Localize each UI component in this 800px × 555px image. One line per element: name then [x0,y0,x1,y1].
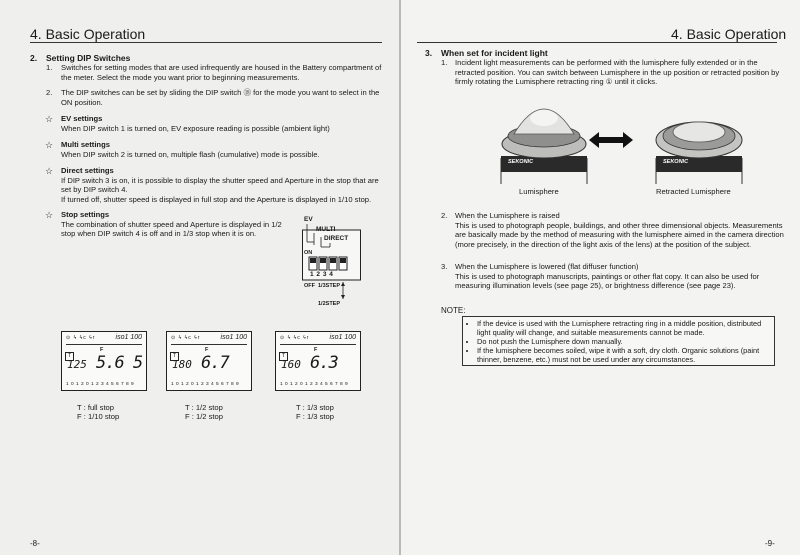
paragraph: This is used to photograph manuscripts, paintings or other flat copy. It can also be used for measuring illumination levels (see page 25), or brightness difference (see page 23). [455,271,760,291]
lcd-mode-icons: ⊙ ϟ ϟc ϟr [280,335,310,341]
paragraph: Switches for setting modes that are used infrequently are housed in the Battery compartment of the meter. Select the mode you want prior to beginning measurements. [61,63,382,82]
paragraph: This is used to photograph people, buildings, and other three dimensional objects. Measurements are basically made by the method of measuring with the lumisphere aimed in the camera direction (more precisely, in the direction of the light axis of the lens) at the position of the subject. [455,220,784,249]
paragraph: If turned off, shutter speed is displayed in full stop and the Aperture is displayed in 1/10 stop. [61,194,372,204]
lcd-iso-readout: iso1 100 [115,334,142,341]
header-rule [417,42,777,43]
lumisphere-raised-block [455,211,785,249]
lcd-caption [185,403,223,421]
stop-settings-block [61,210,293,239]
item-number: 2. [441,211,448,220]
lumisphere-retracted-illustration [648,98,750,184]
caption-f: F : 1/3 stop [296,412,334,421]
lcd-shutter-value: 160 [281,358,301,371]
note-label: NOTE: [441,306,466,315]
caption-t: T : 1/2 stop [185,403,223,412]
lcd-scale: 1 0 1 2 0 1 2 3 4 5 6 7 8 9 [66,382,135,387]
lcd-t-indicator: T [170,352,179,361]
star-bullet-icon: ☆ [45,140,54,150]
note-item: • If the lumisphere becomes soiled, wipe it with a soft, dry cloth. Organic solutions (paint thinner, benzene, etc.) must not be used under any circumstances. [477,346,774,364]
paragraph: If DIP switch 3 is on, it is possible to display the shutter speed and Aperture in the stop that are set by DIP switch 4. [61,175,379,195]
subheading: When the Lumisphere is raised [455,211,560,220]
paragraph: Incident light measurements can be performed with the lumisphere fully extended or in the retracted position. You can switch between Lumisphere in the up position or retracted position by firmly rotating the Lumisphere retracting ring ① until it clicks. [455,58,780,87]
lcd-aperture-value: 6.3 [310,353,338,373]
lcd-shutter-value: 180 [172,358,192,371]
lcd-display [166,331,252,391]
subheading: EV settings [61,114,103,123]
page-number: -9- [765,539,775,548]
caption-f: F : 1/2 stop [185,412,223,421]
lcd-iso-readout: iso1 100 [329,334,356,341]
section-number: 2. [30,53,38,63]
section-title: Setting DIP Switches [46,53,131,63]
subheading: Stop settings [61,210,110,219]
section-title: When set for incident light [441,48,548,58]
dip-off-label: OFF [304,283,315,289]
caption-t: T : full stop [77,403,115,412]
dip-direct-label: DIRECT [324,235,349,242]
ev-settings-block [61,114,383,133]
lcd-shutter-value: 125 [67,358,87,371]
item-number: 3. [441,262,448,271]
illustration-caption-lumisphere: Lumisphere [519,187,559,196]
dip-switch-numbers: 1 2 3 4 [310,271,333,278]
lcd-caption [77,403,119,421]
lcd-f-indicator: F [314,347,318,353]
lcd-mode-icons: ⊙ ϟ ϟc ϟr [66,335,96,341]
section-number: 3. [425,48,433,58]
subheading: Direct settings [61,166,114,175]
lcd-t-indicator: T [65,352,74,361]
subheading: When the Lumisphere is lowered (flat diffuser function) [455,262,639,271]
lcd-divider [66,344,142,352]
note-box [462,316,775,366]
note-item: • Do not push the Lumisphere down manually. [477,337,774,346]
item-number: 1. [441,58,448,67]
header-rule [30,42,382,43]
lcd-f-indicator: F [100,347,104,353]
lcd-f-indicator: F [205,347,209,353]
star-bullet-icon: ☆ [45,166,54,176]
item-number: 2. [46,88,53,97]
lcd-display [275,331,361,391]
double-arrow-icon [589,132,633,148]
lcd-aperture-value: 6.7 [201,353,229,373]
lcd-caption [296,403,334,421]
left-page [0,0,399,555]
lcd-display [61,331,147,391]
dip-on-label: ON [304,250,313,256]
dip-ev-label: EV [304,216,313,223]
caption-f: F : 1/10 stop [77,412,120,421]
paragraph: The combination of shutter speed and Aperture is displayed in 1/2 stop when DIP switch 4 is off and in 1/3 stop when it is on. [61,219,282,239]
lcd-divider [280,344,356,352]
lumisphere-lowered-block [455,262,785,291]
lcd-aperture-value: 5.6 5 [96,353,143,373]
star-bullet-icon: ☆ [45,210,54,220]
paragraph: When DIP switch 1 is turned on, EV exposure reading is possible (ambient light) [61,123,330,133]
right-page [401,0,800,555]
lcd-iso-readout: iso1 100 [220,334,247,341]
star-bullet-icon: ☆ [45,114,54,124]
lcd-t-indicator: T [279,352,288,361]
direct-settings-block [61,166,383,204]
note-item: • If the device is used with the Lumisphere retracting ring in a middle position, distributed light quality will change, and suitable measurements cannot be made. [477,319,774,337]
illustration-caption-retracted: Retracted Lumisphere [656,187,731,196]
dip-switch-diagram [302,215,362,310]
item-number: 1. [46,63,53,72]
brand-label: SEKONIC [508,159,534,165]
lcd-mode-icons: ⊙ ϟ ϟc ϟr [171,335,201,341]
paragraph: When DIP switch 2 is turned on, multiple flash (cumulative) mode is possible. [61,149,320,159]
page-header: 4. Basic Operation [30,26,146,42]
lcd-divider [171,344,247,352]
page-header: 4. Basic Operation [671,26,787,42]
dip-multi-label: MULTI [316,226,336,233]
note-list [463,319,774,364]
dip-half-step-label: 1/2STEP [318,301,341,307]
caption-t: T : 1/3 stop [296,403,334,412]
dip-third-step-label: 1/3STEP [318,283,341,289]
lcd-scale: 1 0 1 2 0 1 2 3 4 5 6 7 8 9 [280,382,349,387]
lumisphere-raised-illustration [493,98,595,184]
lcd-scale: 1 0 1 2 0 1 2 3 4 5 6 7 8 9 [171,382,240,387]
paragraph: The DIP switches can be set by sliding the DIP switch ⑱ for the mode you want to select in the ON position. [61,88,380,107]
brand-label: SEKONIC [663,159,689,165]
subheading: Multi settings [61,140,110,149]
multi-settings-block [61,140,383,159]
page-number: -8- [30,539,40,548]
